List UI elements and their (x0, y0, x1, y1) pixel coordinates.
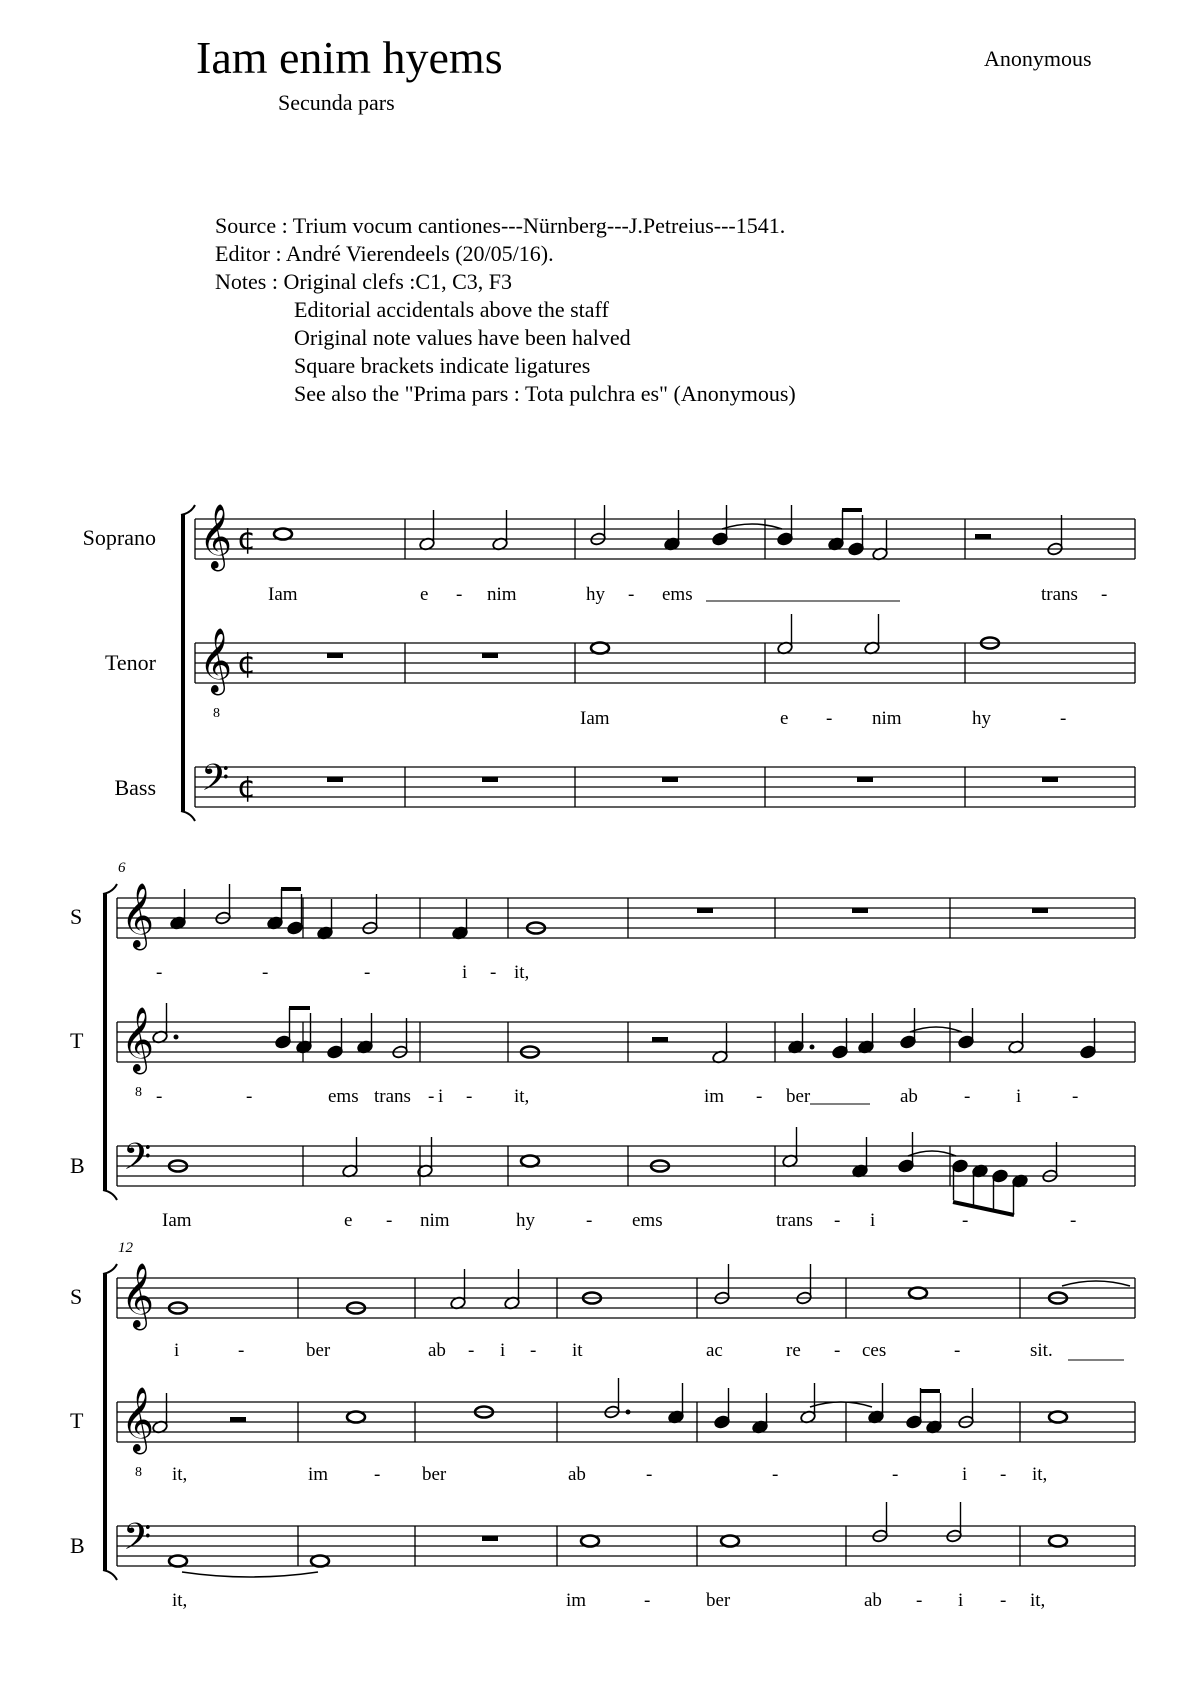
lyric-syllable: ab (568, 1464, 586, 1485)
whole-rest (852, 908, 868, 913)
note-line: Square brackets indicate ligatures (294, 353, 591, 378)
lyric-syllable: hy (586, 584, 605, 605)
lyric-syllable: nim (420, 1210, 450, 1231)
lyric-syllable: im (308, 1464, 329, 1485)
lyric-syllable: ber (306, 1340, 331, 1361)
octave-marker: 8 (135, 1465, 142, 1480)
notes-label: Notes : Original clefs :C1, C3, F3 (215, 269, 512, 294)
lyric-syllable: ber (786, 1086, 811, 1107)
lyric-syllable: ber (706, 1590, 731, 1611)
system-bracket (181, 505, 195, 515)
measure-number: 6 (118, 860, 126, 876)
staff-name-bass: Bass (114, 775, 156, 800)
tie (182, 1572, 318, 1577)
lyric-syllable: hy (516, 1210, 535, 1231)
editor-note: Editor : André Vierendeels (20/05/16). (215, 241, 554, 266)
lyric-syllable: i (438, 1086, 444, 1107)
lyric-syllable: - (1070, 1210, 1077, 1231)
lyric-syllable: - (1000, 1590, 1007, 1611)
lyric-syllable: re (786, 1340, 801, 1361)
lyric-syllable: e (420, 584, 429, 605)
composer: Anonymous (984, 46, 1092, 71)
lyric-syllable: - (962, 1210, 969, 1231)
system-bracket (103, 1190, 117, 1200)
whole-note (169, 1556, 187, 1567)
half-rest (652, 1037, 668, 1042)
lyric-syllable: - (1000, 1464, 1007, 1485)
lyric-syllable: - (386, 1210, 393, 1231)
bass-clef-icon: 𝄢 (123, 1136, 152, 1187)
system-bracket (103, 1274, 107, 1570)
tie (908, 1151, 956, 1156)
whole-note (1049, 1412, 1067, 1423)
measure-number: 12 (118, 1240, 133, 1256)
lyric-syllable: ber (422, 1464, 447, 1485)
lyric-syllable: trans (374, 1086, 411, 1107)
lyric-syllable: - (156, 1086, 163, 1107)
lyric-syllable: - (1072, 1086, 1079, 1107)
treble-clef-icon: 𝄞 (121, 883, 155, 948)
system-bracket (103, 1264, 117, 1274)
note-line: Editorial accidentals above the staff (294, 297, 609, 322)
tie (810, 1402, 872, 1407)
staff-abbr-bass: B (70, 1153, 85, 1178)
lyric-syllable: it, (172, 1590, 188, 1611)
lyric-syllable: - (262, 962, 269, 983)
lyric-syllable: e (780, 708, 789, 729)
dot (810, 1045, 815, 1050)
whole-rest (1032, 908, 1048, 913)
lyric-syllable: - (892, 1464, 899, 1485)
tie (1062, 1281, 1130, 1286)
system-bracket (181, 811, 195, 821)
lyric-syllable: Iam (268, 584, 298, 605)
lyric-syllable: - (834, 1210, 841, 1231)
staff-abbr-tenor: T (70, 1028, 84, 1053)
lyric-syllable: im (704, 1086, 725, 1107)
lyric-syllable: - (586, 1210, 593, 1231)
lyric-syllable: it, (172, 1464, 188, 1485)
lyric-syllable: i (1016, 1086, 1022, 1107)
lyric-syllable: it (572, 1340, 583, 1361)
lyric-syllable: nim (487, 584, 517, 605)
lyric-syllable: ems (662, 584, 693, 605)
dot (174, 1035, 179, 1040)
staff-lines (117, 519, 1135, 1566)
system-bracket (103, 884, 117, 894)
whole-note (591, 643, 609, 654)
lyric-syllable: i (870, 1210, 876, 1231)
source-note: Source : Trium vocum cantiones---Nürnberg---J.Petreius---1541. (215, 213, 786, 238)
lyric-syllable: sit. (1030, 1340, 1053, 1361)
lyric-syllable: ac (706, 1340, 723, 1361)
whole-rest (482, 777, 498, 782)
lyric-syllable: - (468, 1340, 475, 1361)
lyric-syllable: nim (872, 708, 902, 729)
lyric-syllable: i (174, 1340, 180, 1361)
lyric-syllable: - (246, 1086, 253, 1107)
cut-time-icon: ¢ (237, 646, 257, 681)
system-bracket (103, 894, 107, 1190)
whole-note (909, 1288, 927, 1299)
octave-marker: 8 (135, 1085, 142, 1100)
lyric-syllable: - (428, 1086, 435, 1107)
whole-note (581, 1536, 599, 1547)
lyric-syllable: it, (1032, 1464, 1048, 1485)
cut-time-icon: ¢ (237, 770, 257, 805)
bass-clef-icon: 𝄢 (201, 757, 230, 808)
lyric-syllable: ab (864, 1590, 882, 1611)
lyric-syllable: i (462, 962, 468, 983)
lyric-syllable: im (566, 1590, 587, 1611)
lyric-syllable: - (374, 1464, 381, 1485)
whole-note (347, 1412, 365, 1423)
whole-rest (1042, 777, 1058, 782)
lyric-syllable: - (834, 1340, 841, 1361)
lyric-syllable: e (344, 1210, 353, 1231)
staff-abbr-soprano: S (70, 904, 83, 929)
whole-rest (482, 1536, 498, 1541)
lyric-syllable: trans (1041, 584, 1078, 605)
lyric-syllable: - (644, 1590, 651, 1611)
whole-note (274, 529, 292, 540)
lyric-syllable: - (628, 584, 635, 605)
tie (910, 1027, 962, 1032)
bass-clef-icon: 𝄢 (123, 1516, 152, 1567)
lyric-syllable: - (954, 1340, 961, 1361)
lyric-syllable: Iam (162, 1210, 192, 1231)
lyric-syllable: i (962, 1464, 968, 1485)
beam (953, 1202, 1014, 1215)
piece-subtitle: Secunda pars (278, 90, 395, 115)
lyric-syllable: - (364, 962, 371, 983)
staff-abbr-tenor: T (70, 1408, 84, 1433)
lyric-syllable: trans (776, 1210, 813, 1231)
system-bracket (181, 515, 185, 811)
treble-clef-icon: 𝄞 (199, 628, 233, 693)
lyric-syllable: - (756, 1086, 763, 1107)
lyric-syllable: Iam (580, 708, 610, 729)
piece-title: Iam enim hyems (196, 32, 503, 83)
lyric-syllable: - (964, 1086, 971, 1107)
whole-rest (697, 908, 713, 913)
lyric-syllable: it, (514, 962, 530, 983)
lyric-syllable: - (156, 962, 163, 983)
staff-name-tenor: Tenor (105, 650, 156, 675)
lyric-syllable: ab (900, 1086, 918, 1107)
lyric-syllable: i (958, 1590, 964, 1611)
lyric-syllable: - (1101, 584, 1108, 605)
system-bracket (103, 1570, 117, 1580)
lyric-syllable: ces (862, 1340, 887, 1361)
whole-rest (662, 777, 678, 782)
treble-clef-icon: 𝄞 (121, 1263, 155, 1328)
whole-note (721, 1536, 739, 1547)
lyric-syllable: - (466, 1086, 473, 1107)
lyric-syllable: - (916, 1590, 923, 1611)
dot (626, 1410, 631, 1415)
lyric-syllable: it, (1030, 1590, 1046, 1611)
lyric-syllable: i (500, 1340, 506, 1361)
whole-rest (482, 653, 498, 658)
whole-rest (857, 777, 873, 782)
lyric-syllable: it, (514, 1086, 530, 1107)
whole-note (1049, 1536, 1067, 1547)
treble-clef-icon: 𝄞 (121, 1007, 155, 1072)
staff-abbr-bass: B (70, 1533, 85, 1558)
whole-rest (327, 777, 343, 782)
note-line: See also the "Prima pars : Tota pulchra es" (Anonymous) (294, 381, 796, 406)
lyric-syllable: - (826, 708, 833, 729)
treble-clef-icon: 𝄞 (199, 504, 233, 569)
cut-time-icon: ¢ (237, 522, 257, 557)
half-rest (975, 534, 991, 539)
lyric-syllable: ems (328, 1086, 359, 1107)
lyric-syllable: - (456, 584, 463, 605)
lyric-syllable: ems (632, 1210, 663, 1231)
lyric-syllable: - (490, 962, 497, 983)
staff-name-soprano: Soprano (82, 525, 156, 550)
whole-note (311, 1556, 329, 1567)
half-rest (230, 1417, 246, 1422)
lyric-syllable: - (772, 1464, 779, 1485)
octave-marker: 8 (213, 706, 220, 721)
lyric-syllable: hy (972, 708, 991, 729)
tie (722, 524, 782, 529)
whole-rest (327, 653, 343, 658)
note-line: Original note values have been halved (294, 325, 631, 350)
whole-note (521, 1156, 539, 1167)
staff-abbr-soprano: S (70, 1284, 83, 1309)
lyric-syllable: - (1060, 708, 1067, 729)
lyric-syllable: - (238, 1340, 245, 1361)
lyric-syllable: - (646, 1464, 653, 1485)
lyric-syllable: - (530, 1340, 537, 1361)
treble-clef-icon: 𝄞 (121, 1387, 155, 1452)
lyric-syllable: ab (428, 1340, 446, 1361)
